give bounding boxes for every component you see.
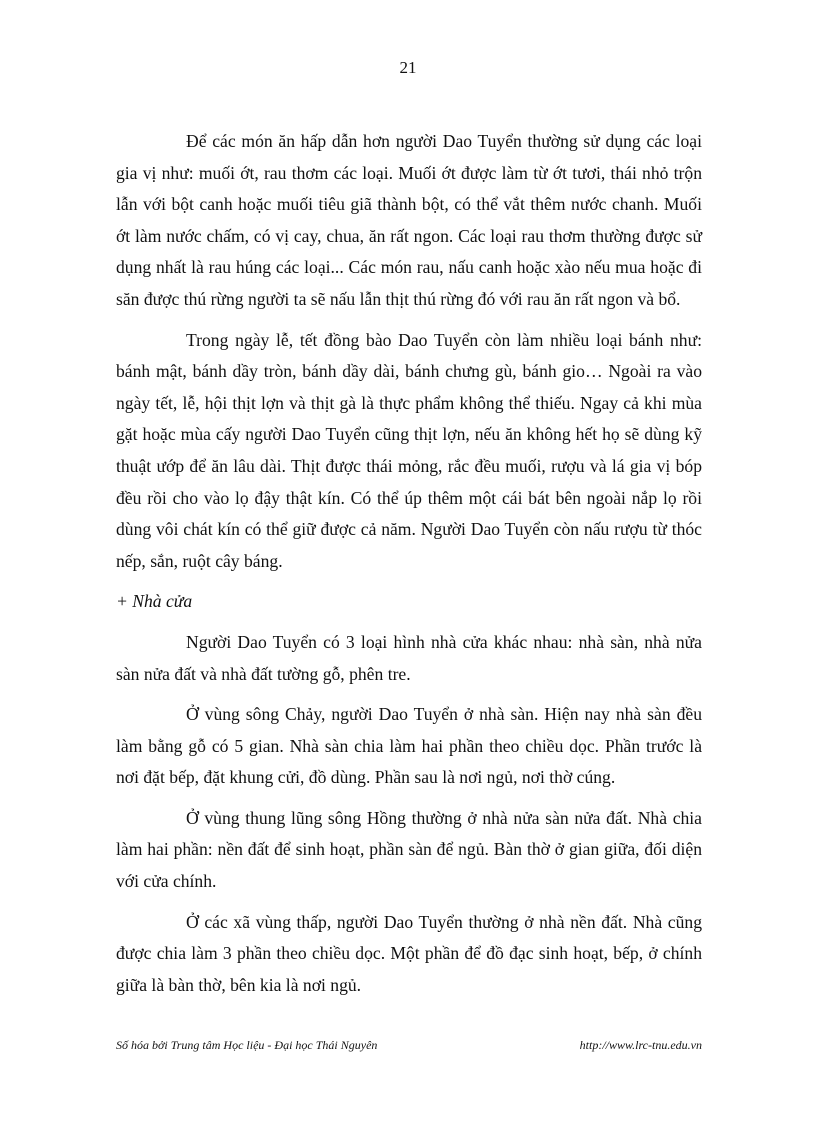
page-footer [116, 1038, 702, 1053]
footer-url: http://www.lrc-tnu.edu.vn [579, 1038, 702, 1052]
paragraph-stilt-house: Ở vùng sông Chảy, người Dao Tuyển ở nhà sàn. Hiện nay nhà sàn đều làm bằng gỗ có 5 gian. Nhà sàn chia làm hai phần theo chiều dọc. Phần trước là nơi đặt bếp, đặt khung cửi, đồ dùng. Phần sau là nơi ngủ, nơi thờ cúng. [116, 704, 702, 788]
paragraph-house-types: Người Dao Tuyển có 3 loại hình nhà cửa khác nhau: nhà sàn, nhà nửa sàn nửa đất và nhà đất tường gỗ, phên tre. [116, 631, 702, 684]
page-number: 21 [399, 58, 417, 77]
footer-source: Số hóa bởi Trung tâm Học liệu - Đại học Thái Nguyên [116, 1038, 378, 1052]
section-heading-housing: + Nhà cửa [116, 591, 193, 612]
paragraph-spices: Để các món ăn hấp dẫn hơn người Dao Tuyển thường sử dụng các loại gia vị như: muối ớt, rau thơm các loại. Muối ớt được làm từ ớt tươi, thái nhỏ trộn lẫn với bột canh hoặc muối tiêu giã thành bột, có thể vắt thêm nước chanh. Muối ớt làm nước chấm, có vị cay, chua, ăn rất ngon. Các loại rau thơm thường được sử dụng nhất là rau húng các loại... Các món rau, nấu canh hoặc xào nếu mua hoặc đi săn được thú rừng người ta sẽ nấu lẫn thịt thú rừng đó với rau ăn rất ngon và bổ. [116, 131, 702, 309]
paragraph-ground-house: Ở các xã vùng thấp, người Dao Tuyển thường ở nhà nền đất. Nhà cũng được chia làm 3 phần theo chiều dọc. Một phần để đồ đạc sinh hoạt, bếp, ở chính giữa là bàn thờ, bên kia là nơi ngủ. [116, 911, 702, 995]
document-body [116, 126, 702, 1001]
paragraph-cakes-and-meat: Trong ngày lễ, tết đồng bào Dao Tuyển còn làm nhiều loại bánh như: bánh mật, bánh dầy tròn, bánh dầy dài, bánh chưng gù, bánh gio… Ngoài ra vào ngày tết, lễ, hội thịt lợn và thịt gà là thực phẩm không thể thiếu. Ngay cả khi mùa gặt hoặc mùa cấy người Dao Tuyển cũng thịt lợn, nếu ăn không hết họ sẽ dùng kỹ thuật ướp để ăn lâu dài. Thịt được thái mỏng, rắc đều muối, rượu và lá gia vị bóp đều rồi cho vào lọ đậy thật kín. Có thể úp thêm một cái bát bên ngoài nắp lọ rồi dùng vôi chát kín có thể giữ được cả năm. Người Dao Tuyển còn nấu rượu từ thóc nếp, sắn, ruột cây báng. [116, 329, 702, 571]
paragraph-half-stilt-house: Ở vùng thung lũng sông Hồng thường ở nhà nửa sàn nửa đất. Nhà chia làm hai phần: nền đất để sinh hoạt, phần sàn để ngủ. Bàn thờ ở gian giữa, đối diện với cửa chính. [116, 807, 702, 892]
